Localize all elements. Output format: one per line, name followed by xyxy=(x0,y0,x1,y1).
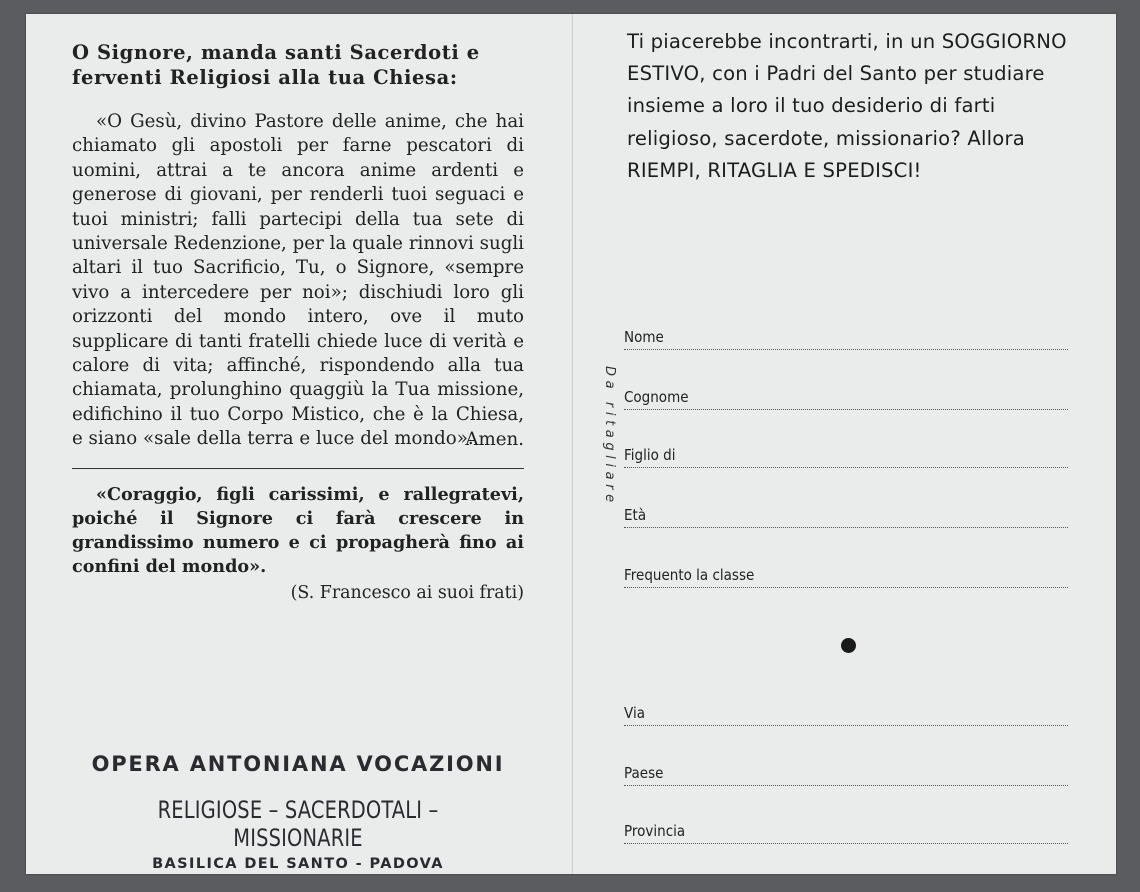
cut-label-text: Da ritagliare xyxy=(602,366,617,507)
dotted-line xyxy=(624,587,1068,588)
dotted-line xyxy=(624,409,1068,410)
right-panel xyxy=(627,26,1072,187)
field-figlio-di[interactable] xyxy=(624,444,1068,468)
prayer-body: «O Gesù, divino Pastore delle anime, che hai chiamato gli apostoli per farne pescatori di uomini, attrai a te ancora anime ardenti e generose di giovani, per renderli tuoi seguaci e tuoi ministri; falli partecipi della tua sete di universale Redenzione, per la quale rinnovi sugli altari il tuo Sacrificio, Tu, o Signore, «sempre vivo a intercedere per noi»; dischiudi loro gli orizzonti del mondo intero, ove il muto supplicare di tanti fratelli chiede luce di verità e calore di vita; affinché, rispondendo alla tua chiamata, prolunghino quaggiù la Tua missione, edifichino il tuo Corpo Mistico, che è la Chiesa, e siano «sale della terra e luce del mondo». xyxy=(72,111,524,450)
field-label: Età xyxy=(624,506,647,524)
fold-line xyxy=(572,14,573,874)
field-label: Nome xyxy=(624,328,664,346)
field-via[interactable] xyxy=(624,702,1068,726)
cut-line-label xyxy=(602,366,626,536)
field-nome[interactable] xyxy=(624,326,1068,350)
divider xyxy=(72,468,524,469)
field-eta[interactable] xyxy=(624,504,1068,528)
left-panel xyxy=(72,40,524,872)
dotted-line xyxy=(624,527,1068,528)
dotted-line xyxy=(624,843,1068,844)
field-provincia[interactable] xyxy=(624,820,1068,844)
org-name: OPERA ANTONIANA VOCAZIONI xyxy=(91,752,505,776)
field-cognome[interactable] xyxy=(624,386,1068,410)
dotted-line xyxy=(624,725,1068,726)
dotted-line xyxy=(624,467,1068,468)
amen-text: Amen. xyxy=(465,428,524,450)
field-label: Provincia xyxy=(624,822,686,840)
org-subtitle: RELIGIOSE – SACERDOTALI – MISSIONARIE xyxy=(157,796,439,852)
prayer-title: O Signore, manda santi Sacerdoti e ferventi Religiosi alla tua Chiesa: xyxy=(72,41,480,89)
dotted-line xyxy=(624,349,1068,350)
saint-quote: «Coraggio, figli carissimi, e rallegratevi, poiché il Signore ci farà crescere in grandissimo numero e ci propagherà fino ai confini del mondo». xyxy=(72,484,524,578)
quote-source: (S. Francesco ai suoi frati) xyxy=(290,583,524,604)
field-label: Paese xyxy=(624,764,664,782)
punch-hole xyxy=(841,638,856,653)
field-label: Figlio di xyxy=(624,446,676,464)
form-intro: Ti piacerebbe incontrarti, in un SOGGIORNO ESTIVO, con i Padri del Santo per studiare insieme a loro il tuo desiderio di farti religioso, sacerdote, missionario? Allora RIEMPI, RITAGLIA E SPEDISCI! xyxy=(627,30,1067,182)
field-label: Cognome xyxy=(624,388,689,406)
field-label: Via xyxy=(624,704,645,722)
org-address: BASILICA DEL SANTO - PADOVA xyxy=(152,856,444,872)
dotted-line xyxy=(624,785,1068,786)
field-paese[interactable] xyxy=(624,762,1068,786)
field-classe[interactable] xyxy=(624,564,1068,588)
field-label: Frequento la classe xyxy=(624,566,755,584)
